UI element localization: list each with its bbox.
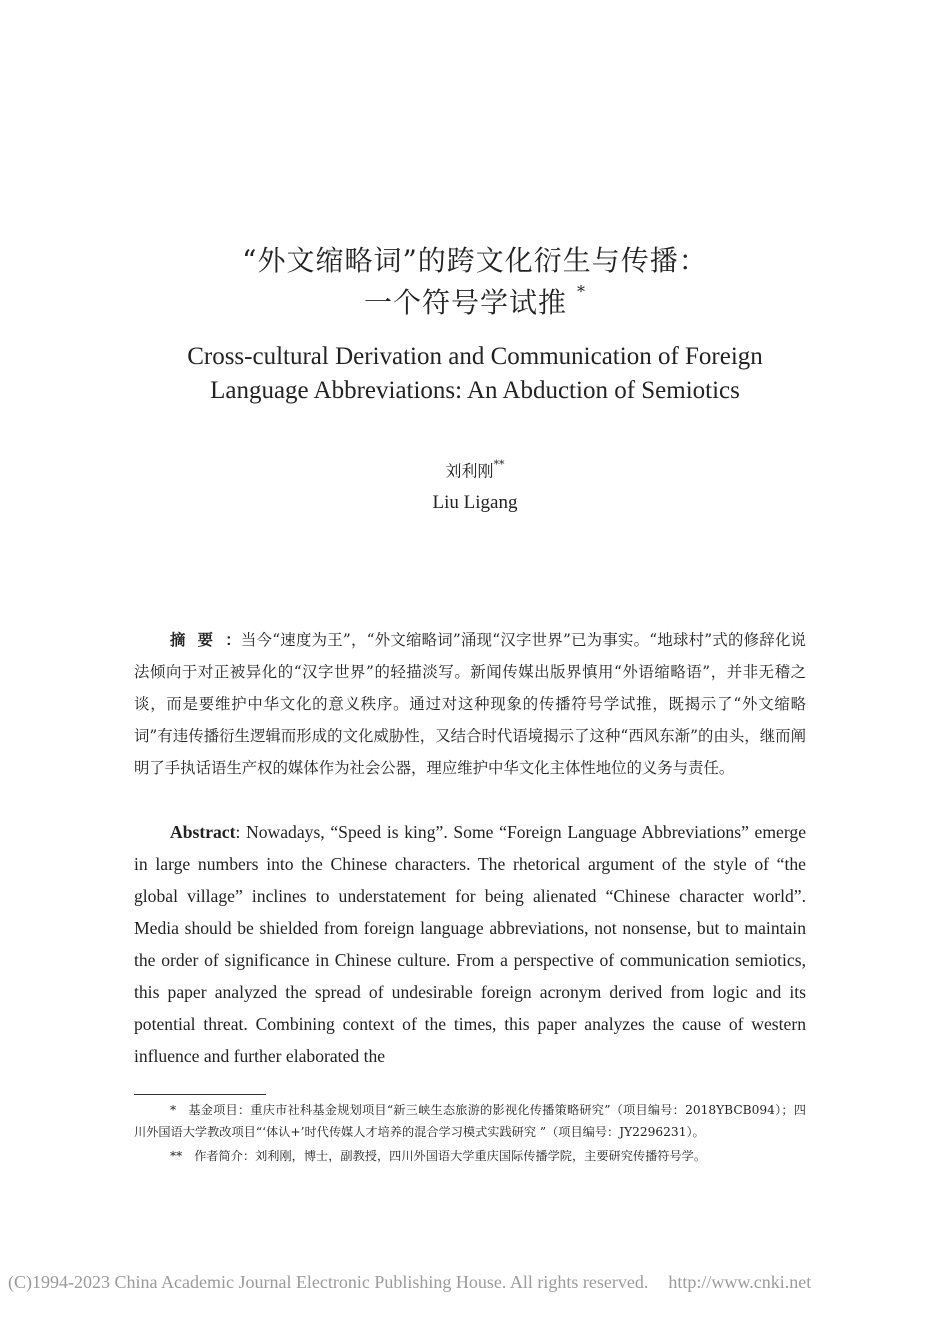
footnote-fund-text: 基金项目：重庆市社科基金规划项目“新三峡生态旅游的影视化传播策略研究”（项目编号：2018YBCB094）；四川外国语大学教改项目“‘体认+’时代传媒人才培养的混合学习模式实践研究 ”（项目编号：JY2296231）。 (134, 1103, 806, 1139)
title-english-line1: Cross-cultural Derivation and Communication of Foreign (187, 343, 763, 370)
footnote-author-text: 作者简介：刘利刚，博士，副教授，四川外国语大学重庆国际传播学院，主要研究传播符号学。 (194, 1149, 707, 1163)
footnote-fund-mark: * (170, 1103, 177, 1117)
title-chinese-line1: “外文缩略词”的跨文化衍生与传播： (242, 244, 708, 277)
title-footnote-mark: * (576, 282, 586, 301)
abstract-english-label: Abstract (170, 822, 236, 842)
abstract-english (134, 816, 806, 1072)
author-name-chinese: 刘利刚 (445, 461, 494, 481)
footnotes (134, 1099, 806, 1169)
abstract-chinese-label: 摘要 (170, 631, 226, 649)
abstract-english-text: : Nowadays, “Speed is king”. Some “Foreign Language Abbreviations” emerge in large numbers into the Chinese characters. The rhetorical argument of the style of “the global village” inclines to understatement for being alienated “Chinese character world”. Media should be shielded from foreign language abbreviations, not nonsense, but to maintain the order of significance in Chinese culture. From a perspective of communication semiotics, this paper analyzed the spread of undesirable foreign acronym derived from logic and its potential threat. Combining context of the times, this paper analyzes the cause of western influence and further elaborated the (134, 822, 806, 1066)
title-english-line2: Language Abbreviations: An Abduction of Semiotics (210, 377, 740, 404)
abstract-chinese (134, 624, 806, 784)
copyright-watermark (8, 1270, 948, 1294)
copyright-url: http://www.cnki.net (668, 1272, 812, 1292)
title-chinese-line2 (0, 282, 950, 324)
title-chinese (0, 240, 950, 324)
author-chinese (0, 455, 950, 483)
footnote-divider (134, 1094, 266, 1095)
author-english: Liu Ligang (432, 492, 518, 513)
abstract-chinese-colon: ： (225, 631, 241, 649)
abstract-chinese-text: 当今“速度为王”，“外文缩略词”涌现“汉字世界”已为事实。“地球村”式的修辞化说法倾向于对正被异化的“汉字世界”的轻描淡写。新闻传媒出版界慎用“外语缩略语”，并非无稽之谈，而是要维护中华文化的意义秩序。通过对这种现象的传播符号学试推，既揭示了“外文缩略词”有违传播衍生逻辑而形成的文化威胁性，又结合时代语境揭示了这种“西风东渐”的由头，继而阐明了手执话语生产权的媒体作为社会公器，理应维护中华文化主体性地位的义务与责任。 (134, 631, 806, 777)
author-footnote-mark: ** (493, 458, 505, 471)
footnote-author (134, 1145, 806, 1167)
footnote-author-mark: ** (170, 1149, 183, 1163)
title-chinese-line2-text: 一个符号学试推 (364, 286, 568, 319)
copyright-text: (C)1994-2023 China Academic Journal Electronic Publishing House. All rights reserved. (8, 1272, 649, 1292)
footnote-fund (134, 1099, 806, 1143)
title-english (0, 340, 950, 408)
